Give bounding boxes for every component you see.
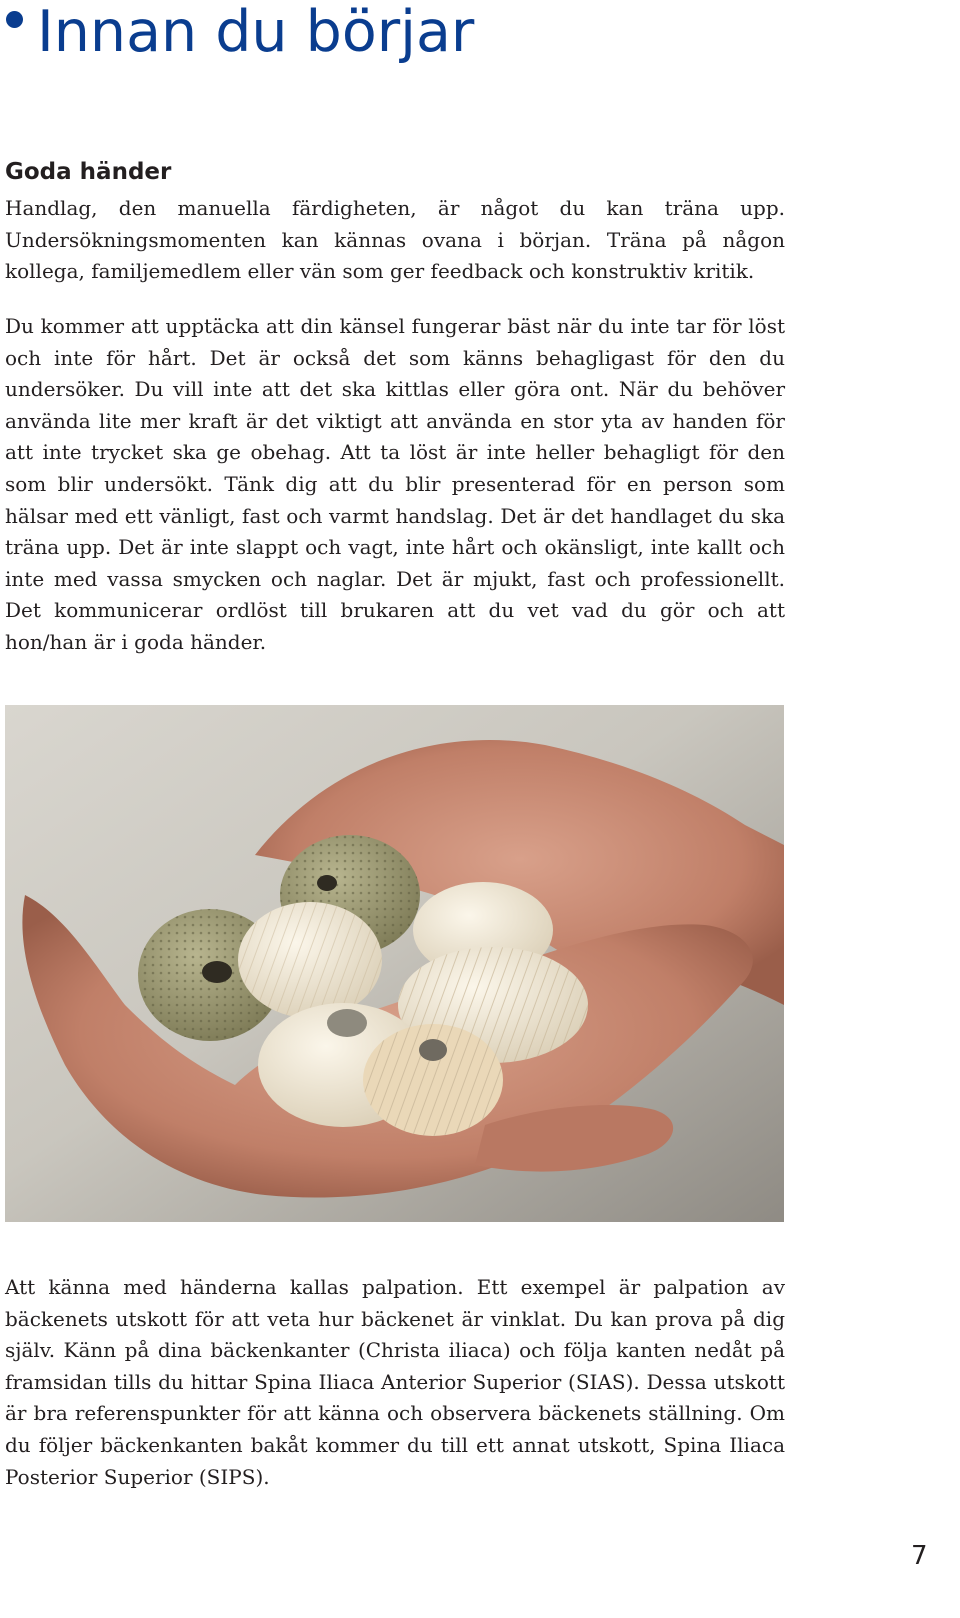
- page-title: Innan du börjar: [37, 0, 475, 65]
- page-heading: [6, 0, 474, 72]
- photo-hands-with-shells: [5, 705, 784, 1222]
- section-heading: Goda händer: [5, 159, 172, 185]
- paragraph-intro: Handlag, den manuella färdigheten, är något du kan träna upp. Undersökningsmomenten kan kännas ovana i början. Träna på någon kollega, familjemedlem eller vän som ger feedback och konstruktiv kritik.: [5, 196, 785, 284]
- page-number: 7: [911, 1541, 928, 1571]
- paragraph-handshake: Du kommer att upptäcka att din känsel fungerar bäst när du inte tar för löst och inte för hårt. Det är också det som känns behagligast för den du undersöker. Du vill inte att det ska kittlas eller göra ont. När du behöver använda lite mer kraft är det viktigt att använda en stor yta av handen för att inte trycket ska ge obehag. Att ta löst är inte heller behagligt för den som blir undersökt. Tänk dig att du blir presenterad för en person som hälsar med ett vänligt, fast och varmt handslag. Det är det handlaget du ska träna upp. Det är inte slappt och vagt, inte hårt och okänsligt, inte kallt och inte med vassa smycken och naglar. Det är mjukt, fast och professionellt. Det kommunicerar ordlöst till brukaren att du vet vad du gör och att hon/han är i goda händer.: [5, 314, 785, 654]
- paragraph-palpation: Att känna med händerna kallas palpation. Ett exempel är palpation av bäckenets utskott för att veta hur bäckenet är vinklat. Du kan prova på dig själv. Känn på dina bäckenkanter (Christa iliaca) och följa kanten nedåt på framsidan tills du hittar Spina Iliaca Anterior Superior (SIAS). Dessa utskott är bra referenspunkter för att känna och observera bäckenets ställning. Om du följer bäckenkanten bakåt kommer du till ett annat utskott, Spina Iliaca Posterior Superior (SIPS).: [5, 1275, 785, 1489]
- bullet-icon: [6, 11, 23, 28]
